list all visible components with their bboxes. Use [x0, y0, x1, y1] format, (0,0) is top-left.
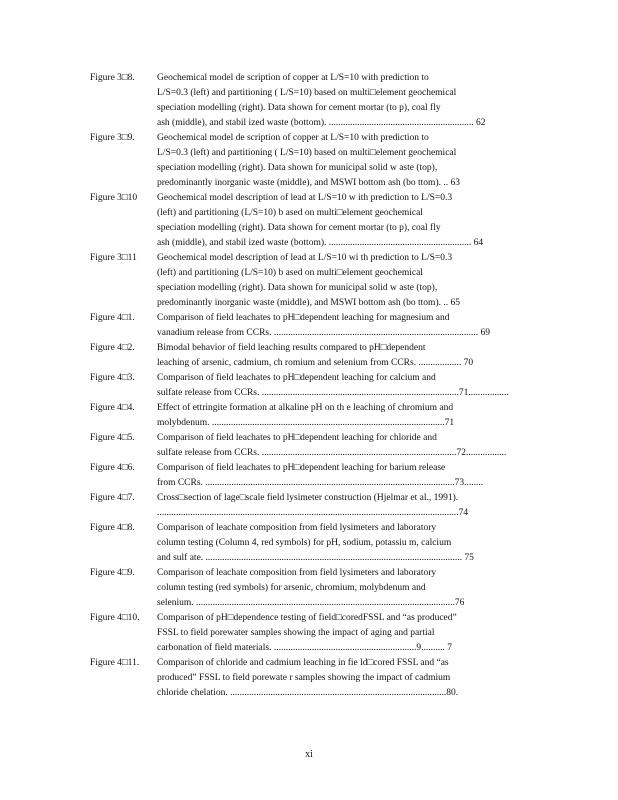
list-of-figures [90, 71, 570, 701]
figure-caption: Comparison of field leachates to pH□dependent leaching for magnesium and vanadium release from CCRs. ...................................................................................... 69 [157, 313, 491, 338]
toc-entry[interactable] [90, 371, 570, 401]
figure-caption: Comparison of leachate composition from field lysimeters and laboratory column testing (Column 4, red symbols) for pH, sodium, potassiu m, calcium and sulf ate. ............................................................................................................ 75 [157, 523, 474, 563]
figure-caption: Effect of ettringite formation at alkaline pH on th e leaching of chromium and molybdenum. ..................................................................................................71 [157, 403, 455, 428]
figure-caption: Geochemical model description of lead at L/S=10 wi th prediction to L/S=0.3 (left) and partitioning (L/S=10) b ased on multi□element geochemical speciation modelling (right). Data shown for municipal solid w aste (top), predominantly inorganic waste (middle), and MSWI bottom ash (bo ttom). .. 65 [157, 253, 460, 308]
figure-caption: Geochemical model description of lead at L/S=10 w ith prediction to L/S=0.3 (left) and partitioning (L/S=10) b ased on multi□element geochemical speciation modelling (right). Data shown for cement mortar (to p), coal fly ash (middle), and stabil ized waste (bottom). ............................................................ 64 [157, 193, 484, 248]
figure-caption: Geochemical model de scription of copper at L/S=10 with prediction to L/S=0.3 (left) and partitioning ( L/S=10) based on multi□element geochemical speciation modelling (right). Data shown for cement mortar (to p), coal fly ash (middle), and stabil ized waste (bottom). ............................................................. 62 [157, 73, 486, 128]
toc-entry[interactable] [90, 71, 570, 131]
toc-entry[interactable] [90, 431, 570, 461]
figure-label: Figure 4□10. [90, 613, 140, 623]
figure-caption: Geochemical model de scription of copper at L/S=10 with prediction to L/S=0.3 (left) and partitioning ( L/S=10) based on multi□element geochemical speciation modelling (right). Data shown for municipal solid w aste (top), predominantly inorganic waste (middle), and MSWI bottom ash (bo ttom). .. 63 [157, 133, 460, 188]
toc-entry[interactable] [90, 131, 570, 191]
figure-label: Figure 3□9. [90, 133, 135, 143]
figure-caption: Bimodal behavior of field leaching results compared to pH□dependent leaching of arsenic, cadmium, ch romium and selenium from CCRs. .................. 70 [157, 343, 474, 368]
toc-entry[interactable] [90, 521, 570, 566]
page-number: xi [305, 749, 313, 760]
figure-label: Figure 4□3. [90, 373, 135, 383]
figure-label: Figure 4□9. [90, 568, 135, 578]
toc-entry[interactable] [90, 341, 570, 371]
toc-entry[interactable] [90, 656, 570, 701]
figure-caption: Comparison of field leachates to pH□dependent leaching for chloride and sulfate release from CCRs. ..................................................................................72................. [157, 433, 507, 458]
figure-label: Figure 4□5. [90, 433, 135, 443]
figure-label: Figure 3□11 [90, 253, 137, 263]
toc-entry[interactable] [90, 401, 570, 431]
figure-label: Figure 4□8. [90, 523, 135, 533]
toc-entry[interactable] [90, 311, 570, 341]
figure-caption: Comparison of field leachates to pH□dependent leaching for calcium and sulfate release from CCRs. ...................................................................................71................. [157, 373, 509, 398]
figure-label: Figure 4□4. [90, 403, 135, 413]
toc-entry[interactable] [90, 491, 570, 521]
figure-label: Figure 3□10 [90, 193, 138, 203]
figure-caption: Comparison of chloride and cadmium leaching in fie ld□cored FSSL and “as produced” FSSL to field porewate r samples showing the impact of cadmium chloride chelation. ...........................................................................................80. [157, 658, 459, 698]
figure-label: Figure 4□2. [90, 343, 135, 353]
toc-entry[interactable] [90, 611, 570, 656]
figure-label: Figure 3□8. [90, 73, 135, 83]
figure-label: Figure 4□6. [90, 463, 135, 473]
figure-caption: Comparison of pH□dependence testing of field□coredFSSL and “as produced” FSSL to field porewater samples showing the impact of aging and partial carbonation of field materials. ............................................................9.......... 7 [157, 613, 457, 653]
toc-entry[interactable] [90, 461, 570, 491]
toc-entry[interactable] [90, 191, 570, 251]
figure-label: Figure 4□1. [90, 313, 135, 323]
figure-caption: Cross□section of lage□scale field lysimeter construction (Hjelmar et al., 1991). ...............................................................................................................................74 [157, 493, 469, 518]
toc-entry[interactable] [90, 251, 570, 311]
figure-caption: Comparison of field leachates to pH□dependent leaching for barium release from CCRs. .........................................................................................................73........ [157, 463, 484, 488]
toc-entry[interactable] [90, 566, 570, 611]
figure-caption: Comparison of leachate composition from field lysimeters and laboratory column testing (red symbols) for arsenic, chromium, molybdenum and selenium. .............................................................................................................76 [157, 568, 465, 608]
figure-label: Figure 4□7. [90, 493, 135, 503]
figure-label: Figure 4□11. [90, 658, 140, 668]
